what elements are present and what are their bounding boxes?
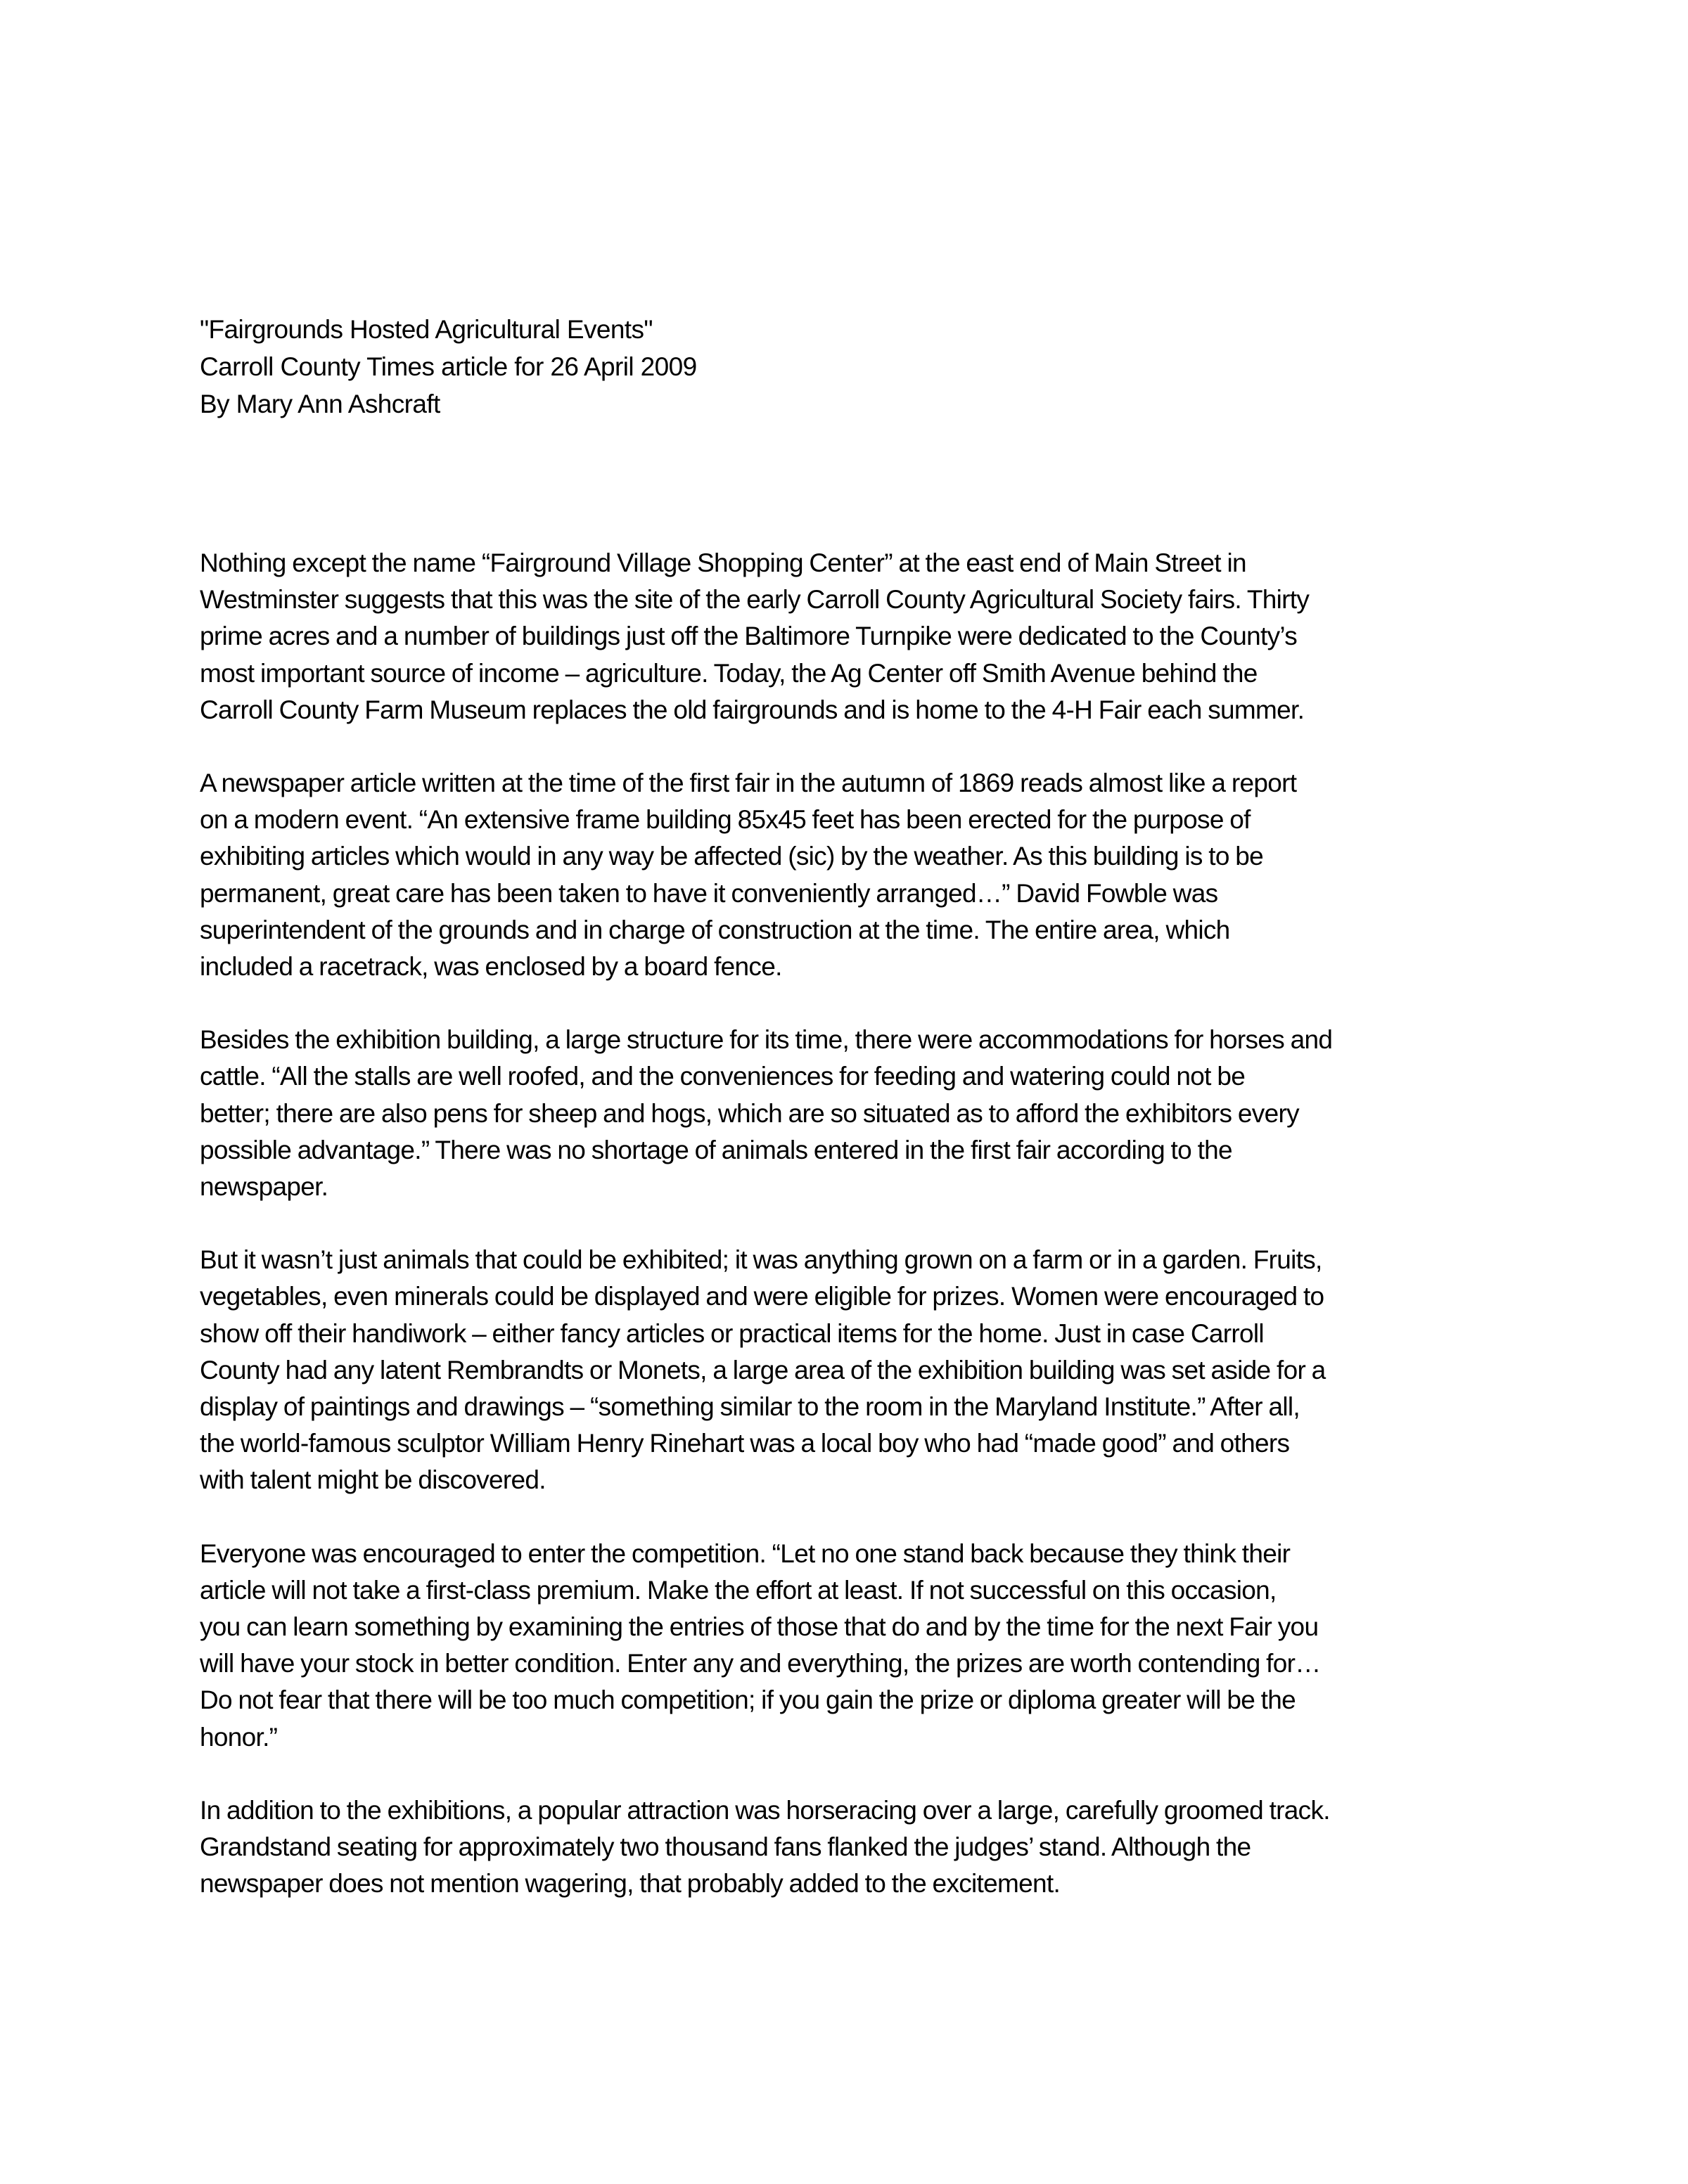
text-line: Carroll County Farm Museum replaces the old fairgrounds and is home to the 4-H Fair each summer. — [200, 695, 1305, 724]
text-line: vegetables, even minerals could be displayed and were eligible for prizes. Women were encouraged to — [200, 1282, 1324, 1311]
publication-line: Carroll County Times article for 26 April 2009 — [200, 352, 697, 381]
text-line: better; there are also pens for sheep and hogs, which are so situated as to afford the exhibitors every — [200, 1098, 1299, 1128]
text-line: Do not fear that there will be too much competition; if you gain the prize or diploma greater will be the — [200, 1685, 1296, 1715]
text-line: superintendent of the grounds and in charge of construction at the time. The entire area, which — [200, 915, 1230, 944]
text-line: Grandstand seating for approximately two thousand fans flanked the judges’ stand. Although the — [200, 1832, 1251, 1862]
text-line: show off their handiwork – either fancy articles or practical items for the home. Just in case Carroll — [200, 1318, 1264, 1348]
paragraph-2 — [200, 765, 1522, 985]
text-line: display of paintings and drawings – “something similar to the room in the Maryland Institute.” After all, — [200, 1392, 1300, 1422]
paragraph-3 — [200, 1022, 1522, 1205]
text-line: with talent might be discovered. — [200, 1465, 546, 1495]
article-title: "Fairgrounds Hosted Agricultural Events" — [200, 315, 653, 344]
text-line: on a modern event. “An extensive frame building 85x45 feet has been erected for the purpose of — [200, 805, 1251, 835]
text-line: In addition to the exhibitions, a popular attraction was horseracing over a large, carefully groomed track. — [200, 1795, 1330, 1825]
article-body — [200, 545, 1522, 1903]
text-line: But it wasn’t just animals that could be exhibited; it was anything grown on a farm or in a garden. Fruits, — [200, 1245, 1322, 1275]
text-line: the world-famous sculptor William Henry Rinehart was a local boy who had “made good” and others — [200, 1429, 1290, 1458]
text-line: permanent, great care has been taken to have it conveniently arranged…” David Fowble was — [200, 878, 1218, 908]
text-line: exhibiting articles which would in any way be affected (sic) by the weather. As this building is to be — [200, 842, 1264, 871]
text-line: cattle. “All the stalls are well roofed, and the conveniences for feeding and watering could not be — [200, 1062, 1246, 1091]
text-line: included a racetrack, was enclosed by a board fence. — [200, 952, 782, 982]
text-line: prime acres and a number of buildings just off the Baltimore Turnpike were dedicated to the County’s — [200, 622, 1298, 651]
byline: By Mary Ann Ashcraft — [200, 390, 440, 418]
text-line: newspaper. — [200, 1172, 328, 1202]
paragraph-5 — [200, 1536, 1522, 1756]
text-line: article will not take a first-class premium. Make the effort at least. If not successful on this occasion, — [200, 1575, 1277, 1605]
text-line: will have your stock in better condition. Enter any and everything, the prizes are worth contending for… — [200, 1649, 1321, 1678]
document-content — [200, 311, 1522, 1939]
text-line: Besides the exhibition building, a large structure for its time, there were accommodations for horses and — [200, 1025, 1333, 1055]
text-line: honor.” — [200, 1722, 278, 1752]
text-line: Everyone was encouraged to enter the competition. “Let no one stand back because they think their — [200, 1539, 1291, 1568]
text-line: County had any latent Rembrandts or Monets, a large area of the exhibition building was set aside for a — [200, 1355, 1326, 1385]
text-line: Westminster suggests that this was the site of the early Carroll County Agricultural Society fairs. Thirty — [200, 585, 1310, 615]
text-line: possible advantage.” There was no shortage of animals entered in the first fair according to the — [200, 1135, 1232, 1164]
paragraph-4 — [200, 1242, 1522, 1498]
paragraph-1 — [200, 545, 1522, 728]
text-line: you can learn something by examining the entries of those that do and by the time for the next Fair you — [200, 1612, 1319, 1642]
paragraph-6 — [200, 1792, 1522, 1903]
text-line: A newspaper article written at the time of the first fair in the autumn of 1869 reads almost like a report — [200, 769, 1297, 798]
text-line: newspaper does not mention wagering, that probably added to the excitement. — [200, 1869, 1061, 1899]
text-line: most important source of income – agriculture. Today, the Ag Center off Smith Avenue behind the — [200, 658, 1258, 688]
article-header — [200, 311, 1522, 423]
text-line: Nothing except the name “Fairground Village Shopping Center” at the east end of Main Street in — [200, 548, 1246, 577]
